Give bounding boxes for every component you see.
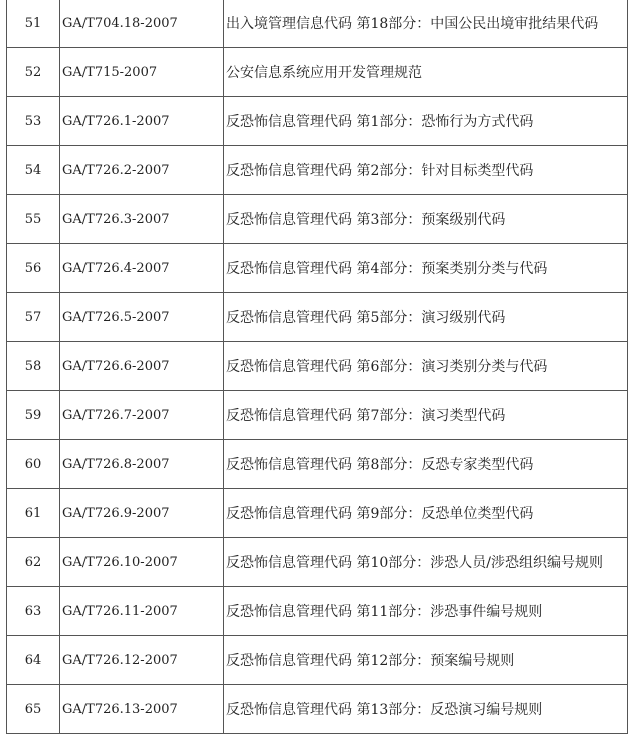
standards-table (6, 0, 628, 734)
standard-name: 公安信息系统应用开发管理规范 (224, 48, 628, 97)
standard-name: 反恐怖信息管理代码 第12部分：预案编号规则 (224, 636, 628, 685)
standard-code: GA/T704.18-2007 (60, 0, 224, 48)
standard-name: 反恐怖信息管理代码 第13部分：反恐演习编号规则 (224, 685, 628, 734)
standard-code: GA/T726.9-2007 (60, 489, 224, 538)
table-row (7, 489, 628, 538)
row-number: 64 (7, 636, 60, 685)
row-number: 56 (7, 244, 60, 293)
table-row (7, 685, 628, 734)
standard-code: GA/T726.1-2007 (60, 97, 224, 146)
standard-code: GA/T726.6-2007 (60, 342, 224, 391)
standard-name: 反恐怖信息管理代码 第9部分：反恐单位类型代码 (224, 489, 628, 538)
standard-code: GA/T726.2-2007 (60, 146, 224, 195)
table-row (7, 587, 628, 636)
table-row (7, 391, 628, 440)
standard-name: 反恐怖信息管理代码 第4部分：预案类别分类与代码 (224, 244, 628, 293)
table-row (7, 48, 628, 97)
standard-name: 反恐怖信息管理代码 第6部分：演习类别分类与代码 (224, 342, 628, 391)
standard-name: 反恐怖信息管理代码 第2部分：针对目标类型代码 (224, 146, 628, 195)
row-number: 65 (7, 685, 60, 734)
standard-name: 反恐怖信息管理代码 第8部分：反恐专家类型代码 (224, 440, 628, 489)
standard-code: GA/T726.11-2007 (60, 587, 224, 636)
row-number: 61 (7, 489, 60, 538)
row-number: 63 (7, 587, 60, 636)
table-row (7, 146, 628, 195)
row-number: 58 (7, 342, 60, 391)
standard-code: GA/T726.3-2007 (60, 195, 224, 244)
row-number: 57 (7, 293, 60, 342)
standard-name: 反恐怖信息管理代码 第10部分：涉恐人员/涉恐组织编号规则 (224, 538, 628, 587)
standard-name: 出入境管理信息代码 第18部分：中国公民出境审批结果代码 (224, 0, 628, 48)
row-number: 54 (7, 146, 60, 195)
row-number: 55 (7, 195, 60, 244)
standard-code: GA/T726.7-2007 (60, 391, 224, 440)
table-row (7, 538, 628, 587)
table-row (7, 636, 628, 685)
table-row (7, 440, 628, 489)
standard-code: GA/T726.5-2007 (60, 293, 224, 342)
standards-table-body (7, 0, 628, 734)
table-row (7, 0, 628, 48)
standard-name: 反恐怖信息管理代码 第5部分：演习级别代码 (224, 293, 628, 342)
standard-code: GA/T726.8-2007 (60, 440, 224, 489)
row-number: 62 (7, 538, 60, 587)
standard-code: GA/T726.10-2007 (60, 538, 224, 587)
table-row (7, 293, 628, 342)
standard-code: GA/T715-2007 (60, 48, 224, 97)
row-number: 59 (7, 391, 60, 440)
row-number: 52 (7, 48, 60, 97)
row-number: 51 (7, 0, 60, 48)
table-row (7, 342, 628, 391)
standard-code: GA/T726.12-2007 (60, 636, 224, 685)
table-row (7, 244, 628, 293)
table-row (7, 195, 628, 244)
standard-code: GA/T726.4-2007 (60, 244, 224, 293)
standard-code: GA/T726.13-2007 (60, 685, 224, 734)
standard-name: 反恐怖信息管理代码 第7部分：演习类型代码 (224, 391, 628, 440)
standard-name: 反恐怖信息管理代码 第3部分：预案级别代码 (224, 195, 628, 244)
standard-name: 反恐怖信息管理代码 第1部分：恐怖行为方式代码 (224, 97, 628, 146)
row-number: 60 (7, 440, 60, 489)
table-row (7, 97, 628, 146)
row-number: 53 (7, 97, 60, 146)
standard-name: 反恐怖信息管理代码 第11部分：涉恐事件编号规则 (224, 587, 628, 636)
